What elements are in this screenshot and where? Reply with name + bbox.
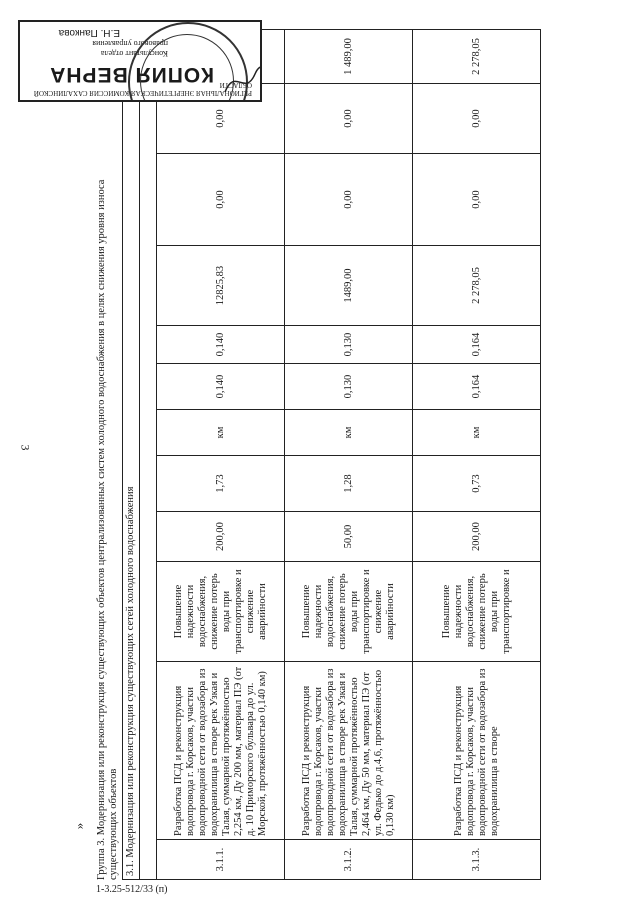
row-goal: Повышение надежности водоснабжения, снижение потерь воды при транспортировке и <box>413 562 541 662</box>
row-length: 1,73 <box>157 456 285 512</box>
row-diameter: 200,00 <box>413 512 541 562</box>
row-goal: Повышение надежности водоснабжения, снижение потерь воды при транспортировке и снижение аварийности <box>285 562 413 662</box>
page-number: 3 <box>18 444 33 451</box>
section-row <box>123 29 140 879</box>
row-total: 1 489,00 <box>285 29 413 83</box>
row-value-2: 0,130 <box>285 326 413 364</box>
table-row <box>157 29 285 879</box>
row-value-2: 0,164 <box>413 326 541 364</box>
row-zero-2: 0,00 <box>413 84 541 154</box>
row-value-2: 0,140 <box>157 326 285 364</box>
row-description: Разработка ПСД и реконструкция водопровода г. Корсаков, участки водопроводной сети от водозабора из водохранилища в створе рек Узкая и Талая, суммарной протяжённостью 2,254 км, Ду 200 мм, материал ПЭ (от д. 10 Приморского бульвара до ул. Морской, протяжённостью 0,140 км) <box>157 662 285 840</box>
row-value-1: 0,164 <box>413 364 541 410</box>
quote-mark: « <box>74 822 90 830</box>
subsection-row <box>140 29 157 879</box>
row-description: Разработка ПСД и реконструкция водопровода г. Корсаков, участки водопроводной сети от водозабора из водохранилища в створе <box>413 662 541 840</box>
row-diameter: 200,00 <box>157 512 285 562</box>
row-diameter: 50,00 <box>285 512 413 562</box>
stamp-title: КОПИЯ ВЕРНА <box>49 63 214 86</box>
certification-stamp <box>18 20 262 102</box>
row-number: 3.1.1. <box>157 840 285 880</box>
group-title: Группа 3. Модернизация или реконструкция существующих объектов централизованных систем холодного водоснабжения в целях снижения уровня износа существующих объектов <box>96 179 119 880</box>
stamp-position: Консультант отдела <box>100 49 168 58</box>
row-unit: км <box>285 410 413 456</box>
section-title: 3.1. Модернизация или реконструкция существующих сетей холодного водоснабжения <box>123 29 140 879</box>
row-cost: 12825,83 <box>157 246 285 326</box>
table-row <box>285 29 413 879</box>
rotated-document <box>96 30 616 880</box>
table-row <box>413 29 541 879</box>
row-number: 3.1.3. <box>413 840 541 880</box>
row-length: 0,73 <box>413 456 541 512</box>
stamp-name: Е.Н. Панкова <box>58 27 120 38</box>
row-value-1: 0,140 <box>157 364 285 410</box>
row-zero-1: 0,00 <box>413 154 541 246</box>
row-value-1: 0,130 <box>285 364 413 410</box>
footer-code: 1-3.25-512/33 (п) <box>96 884 168 895</box>
row-number: 3.1.2. <box>285 840 413 880</box>
row-zero-1: 0,00 <box>285 154 413 246</box>
row-description: Разработка ПСД и реконструкция водопровода г. Корсаков, участки водопроводной сети от водозабора из водохранилища в створе рек Узкая и Талая, суммарной протяжённостью 2,464 км, Ду 50 мм, материал ПЭ (от ул. Федько до д.4,6, протяжённостью 0,130 км) <box>285 662 413 840</box>
row-unit: км <box>157 410 285 456</box>
row-total: 2 278,05 <box>413 29 541 83</box>
row-unit: км <box>413 410 541 456</box>
row-length: 1,28 <box>285 456 413 512</box>
row-cost: 2 278,05 <box>413 246 541 326</box>
stamp-org: РЕГИОНАЛЬНАЯ ЭНЕРГЕТИЧЕСКАЯ КОМИССИЯ САХАЛИНСКОЙ ОБЛАСТИ <box>33 81 252 97</box>
stamp-department: правового управления <box>92 39 168 48</box>
measures-table <box>122 29 541 880</box>
signature-icon <box>220 62 262 102</box>
row-goal: Повышение надежности водоснабжения, снижение потерь воды при транспортировке и снижение аварийности <box>157 562 285 662</box>
row-zero-2: 0,00 <box>157 84 285 154</box>
row-zero-1: 0,00 <box>157 154 285 246</box>
row-cost: 1489,00 <box>285 246 413 326</box>
row-zero-2: 0,00 <box>285 84 413 154</box>
subsection-cell <box>140 29 157 879</box>
